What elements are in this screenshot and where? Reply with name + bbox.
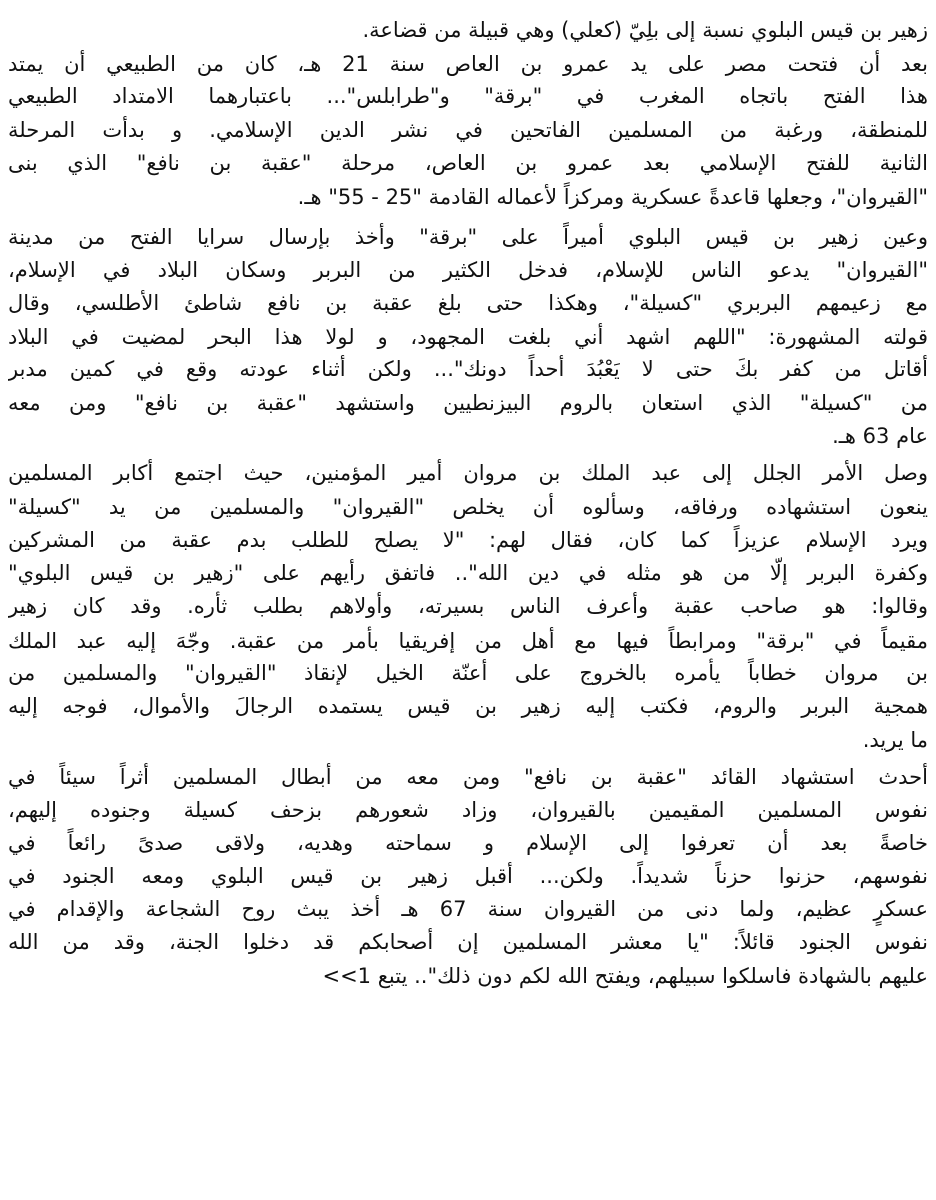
text-line: قولته المشهورة: "اللهم اشهد أني بلغت المجهود، و لولا هذا البحر لمضيت في البلاد — [8, 325, 928, 349]
text-line: همجية البربر والروم، فكتب إليه زهير بن قيس يستمده الرجالَ والأموال، فوجه إليه — [8, 694, 928, 718]
text-line: زهير بن قيس البلوي نسبة إلى بلِيّ (كعلي) وهي قبيلة من قضاعة. — [362, 18, 928, 42]
text-line: وصل الأمر الجلل إلى عبد الملك بن مروان أمير المؤمنين، حيث اجتمع أكابر المسلمين — [8, 461, 928, 485]
text-line: عسكرٍ عظيم، ولما دنى من القيروان سنة 67 هـ أخذ يبث روح الشجاعة والإقدام في — [8, 897, 928, 921]
text-line: أقاتل من كفر بكَ حتى لا يَعْبُدَ أحداً دونك"... ولكن أثناء عودته وقع في كمين مدبر — [8, 357, 928, 381]
text-line: وعين زهير بن قيس البلوي أميراً على "برقة" وأخذ بإرسال سرايا الفتح من مدينة — [8, 225, 928, 249]
text-line: "القيروان" يدعو الناس للإسلام، فدخل الكثير من البربر وسكان البلاد في الإسلام، — [8, 258, 928, 282]
text-line: خاصةً بعد أن تعرفوا إلى الإسلام و سماحته وهديه، ولاقى صدىً رائعاً في — [8, 831, 928, 855]
text-line: نفوس المسلمين المقيمين بالقيروان، وزاد شعورهم بزحف كسيلة وجنوده إليهم، — [8, 798, 928, 822]
text-line: هذا الفتح باتجاه المغرب في "برقة" و"طرابلس"... باعتبارهما الامتداد الطبيعي — [8, 84, 928, 108]
text-line: ويرد الإسلام عزيزاً كما كان، فقال لهم: "لا يصلح للطلب بدم عقبة من المشركين — [8, 528, 928, 552]
text-line: "القيروان"، وجعلها قاعدةً عسكرية ومركزاً لأعماله القادمة "25 - 55" هـ. — [297, 185, 928, 209]
text-line: للمنطقة، ورغبة من المسلمين الفاتحين في نشر الدين الإسلامي. و بدأت المرحلة — [8, 118, 928, 142]
text-line: من "كسيلة" الذي استعان بالروم البيزنطيين واستشهد "عقبة بن نافع" ومن معه — [8, 391, 928, 415]
text-line: بعد أن فتحت مصر على يد عمرو بن العاص سنة 21 هـ، كان من الطبيعي أن يمتد — [8, 52, 928, 76]
text-line: نفوس الجنود قائلاً: "يا معشر المسلمين إن أصحابكم قد دخلوا الجنة، وقد من الله — [8, 930, 928, 954]
text-line: مع زعيمهم البربري "كسيلة"، وهكذا حتى بلغ عقبة بن نافع شاطئ الأطلسي، وقال — [8, 291, 928, 315]
text-line: الثانية للفتح الإسلامي بعد عمرو بن العاص، مرحلة "عقبة بن نافع" الذي بنى — [8, 151, 928, 175]
text-line: وكفرة البربر إلّا من هو مثله في دين الله".. فاتفق رأيهم على "زهير بن قيس البلوي" — [8, 561, 928, 585]
text-line: ما يريد. — [862, 728, 928, 752]
text-line: أحدث استشهاد القائد "عقبة بن نافع" ومن معه من أبطال المسلمين أثراً سيئاً في — [8, 765, 928, 789]
text-line: ينعون استشهاده ورفاقه، وسألوه أن يخلص "القيروان" والمسلمين من يد "كسيلة" — [8, 495, 928, 519]
text-line: مقيماً في "برقة" ومرابطاً فيها مع أهل من إفريقيا بأمر من عقبة. وجّهَ إليه عبد الملك — [8, 629, 928, 653]
text-line: عليهم بالشهادة فاسلكوا سبيلهم، ويفتح الله لكم دون ذلك".. يتبع 1>> — [322, 964, 928, 988]
text-line: نفوسهم، حزنوا حزناً شديداً. ولكن... أقبل زهير بن قيس البلوي ومعه الجنود في — [8, 864, 928, 888]
text-line: وقالوا: هو صاحب عقبة وأعرف الناس بسيرته، وأولاهم بطلب ثأره. وقد كان زهير — [8, 594, 928, 618]
text-line: بن مروان خطاباً يأمره بالخروج على أعنّة الخيل لإنقاذ "القيروان" والمسلمين من — [8, 661, 928, 685]
text-line: عام 63 هـ. — [832, 424, 928, 448]
